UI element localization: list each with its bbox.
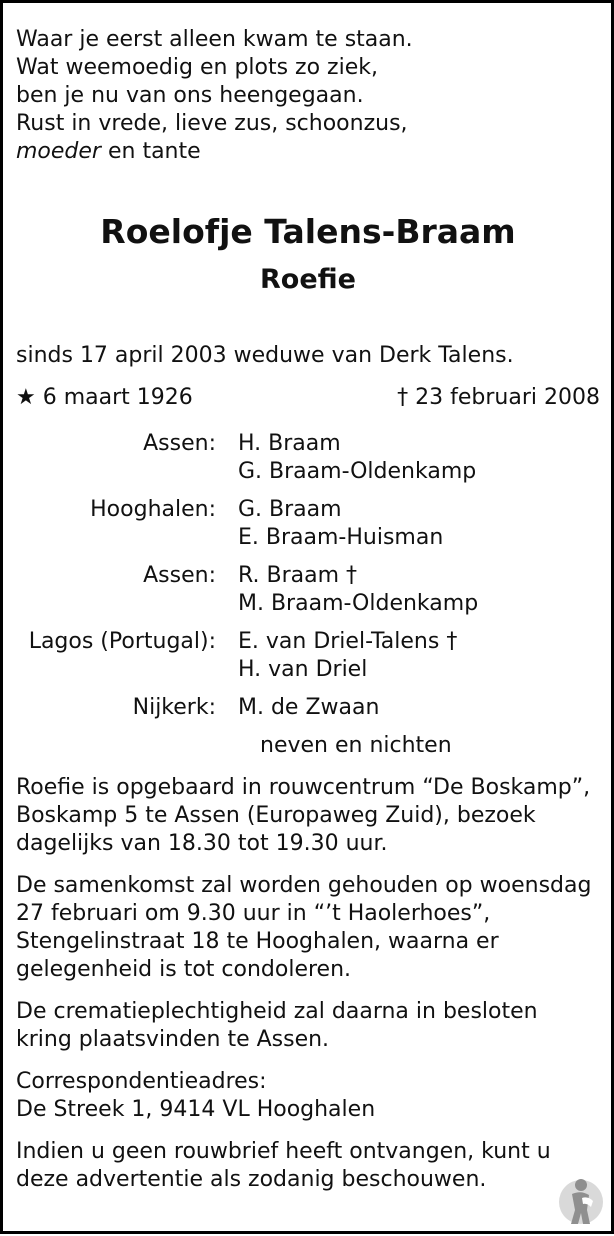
deceased-nickname: Roefie: [260, 264, 356, 295]
poem-italic-word: moeder: [16, 139, 101, 164]
correspondence-address: [16, 1068, 600, 1124]
family-member: G. Braam: [238, 497, 342, 522]
family-member: R. Braam †: [238, 563, 358, 588]
viewing-info: Roefie is opgebaard in rouwcentrum “De Boskamp”, Boskamp 5 te Assen (Europaweg Zuid), bezoek dagelijks van 18.30 tot 19.30 uur.: [16, 775, 591, 856]
address-value: De Streek 1, 9414 VL Hooghalen: [16, 1097, 376, 1122]
address-label: Correspondentieadres:: [16, 1069, 267, 1094]
family-row: [16, 496, 600, 552]
family-extra: neven en nichten: [260, 733, 452, 758]
family-member: G. Braam-Oldenkamp: [238, 459, 477, 484]
poem-line-5-rest: en tante: [100, 139, 201, 164]
family-member: H. van Driel: [238, 657, 368, 682]
family-names: [238, 430, 600, 486]
poem-line-4: Rust in vrede, lieve zus, schoonzus,: [16, 111, 408, 136]
family-place: Lagos (Portugal):: [28, 629, 216, 654]
family-member: H. Braam: [238, 431, 341, 456]
notice-info: Indien u geen rouwbrief heeft ontvangen, kunt u deze advertentie als zodanig beschouwen.: [16, 1139, 551, 1192]
life-dates: [16, 384, 600, 412]
family-member: M. Braam-Oldenkamp: [238, 591, 479, 616]
family-member: E. van Driel-Talens †: [238, 629, 458, 654]
family-place: Assen:: [143, 563, 216, 588]
death-date: † 23 februari 2008: [397, 385, 600, 410]
obituary-content: [16, 26, 600, 1194]
family-list: [16, 430, 600, 760]
poem-line-1: Waar je eerst alleen kwam te staan.: [16, 27, 413, 52]
birth-date: ★ 6 maart 1926: [16, 385, 193, 410]
family-row: [16, 562, 600, 618]
family-names: [238, 694, 600, 722]
family-names: [238, 496, 600, 552]
family-place: Nijkerk:: [132, 695, 216, 720]
family-place: Assen:: [143, 431, 216, 456]
poem-line-3: ben je nu van ons heengegaan.: [16, 83, 364, 108]
family-row: [16, 628, 600, 684]
family-names: [238, 628, 600, 684]
family-place: Hooghalen:: [90, 497, 216, 522]
family-row: [16, 694, 600, 722]
widow-line: sinds 17 april 2003 weduwe van Derk Talens.: [16, 343, 514, 368]
figure-logo-icon: [558, 1174, 604, 1226]
deceased-name: Roelofje Talens-Braam: [100, 212, 516, 251]
family-member: M. de Zwaan: [238, 695, 380, 720]
gathering-info: De samenkomst zal worden gehouden op woensdag 27 februari om 9.30 uur in “’t Haolerhoes”, Stengelinstraat 18 te Hooghalen, waarna er gelegenheid is tot condoleren.: [16, 873, 592, 982]
family-member: E. Braam-Huisman: [238, 525, 444, 550]
poem: [16, 26, 600, 166]
poem-line-2: Wat weemoedig en plots zo ziek,: [16, 55, 378, 80]
family-row: [16, 430, 600, 486]
cremation-info: De crematieplechtigheid zal daarna in besloten kring plaatsvinden te Assen.: [16, 999, 538, 1052]
family-names: [238, 562, 600, 618]
poem-line-5: [16, 138, 600, 166]
